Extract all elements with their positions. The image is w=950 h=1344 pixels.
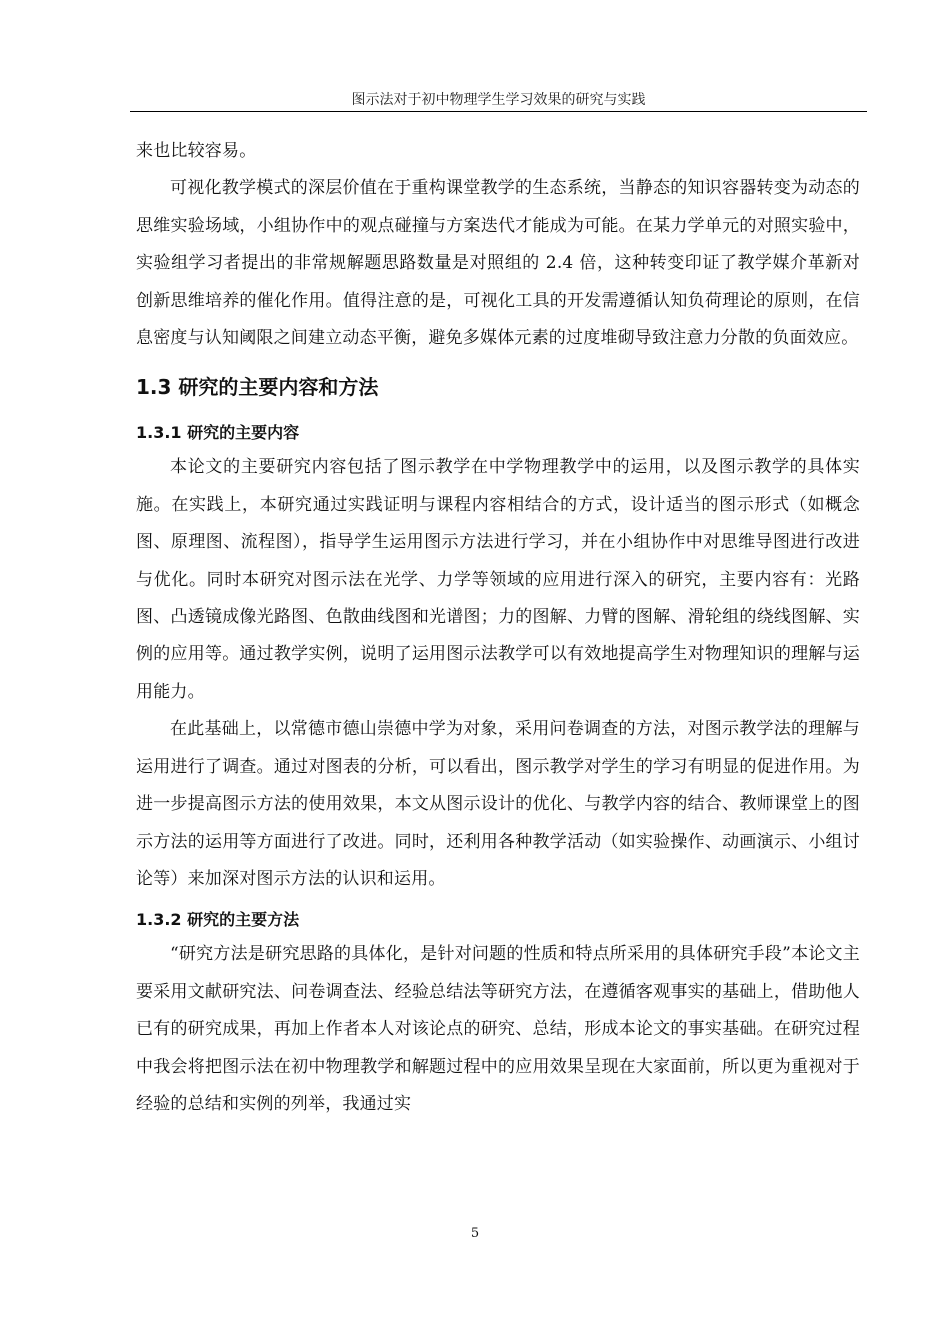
subsection-heading-1-3-2: 1.3.2 研究的主要方法: [136, 910, 300, 930]
header-rule: [130, 111, 867, 112]
section-heading-1-3: 1.3 研究的主要内容和方法: [136, 375, 379, 400]
page-number: 5: [470, 1226, 480, 1241]
running-header: 图示法对于初中物理学生学习效果的研究与实践: [351, 92, 646, 108]
paragraph-main-content-1: 本论文的主要研究内容包括了图示教学在中学物理教学中的运用，以及图示教学的具体实施。在实践上，本研究通过实践证明与课程内容相结合的方式，设计适当的图示形式（如概念图、原理图、流程图），指导学生运用图示方法进行学习，并在小组协作中对思维导图进行改进与优化。同时本研究对图示法在光学、力学等领域的应用进行深入的研究，主要内容有：光路图、凸透镜成像光路图、色散曲线图和光谱图；力的图解、力臂的图解、滑轮组的绕线图解、实例的应用等。通过教学实例，说明了运用图示法教学可以有效地提高学生对物理知识的理解与运用能力。: [136, 457, 860, 702]
paragraph-main-content-2: 在此基础上，以常德市德山崇德中学为对象，采用问卷调查的方法，对图示教学法的理解与运用进行了调查。通过对图表的分析，可以看出，图示教学对学生的学习有明显的促进作用。为进一步提高图示方法的使用效果，本文从图示设计的优化、与教学内容的结合、教师课堂上的图示方法的运用等方面进行了改进。同时，还利用各种教学活动（如实验操作、动画演示、小组讨论等）来加深对图示方法的认识和运用。: [136, 719, 860, 889]
paragraph-visualization-value: 可视化教学模式的深层价值在于重构课堂教学的生态系统，当静态的知识容器转变为动态的思维实验场域，小组协作中的观点碰撞与方案迭代才能成为可能。在某力学单元的对照实验中，实验组学习者提出的非常规解题思路数量是对照组的 2.4 倍，这种转变印证了教学媒介革新对创新思维培养的催化作用。值得注意的是，可视化工具的开发需遵循认知负荷理论的原则，在信息密度与认知阈限之间建立动态平衡，避免多媒体元素的过度堆砌导致注意力分散的负面效应。: [136, 178, 860, 349]
body-text: [136, 133, 860, 1123]
paragraph-continuation: 来也比较容易。: [136, 141, 257, 161]
subsection-heading-1-3-1: 1.3.1 研究的主要内容: [136, 423, 300, 443]
paragraph-main-method-1: “研究方法是研究思路的具体化，是针对问题的性质和特点所采用的具体研究手段”本论文主要采用文献研究法、问卷调查法、经验总结法等研究方法，在遵循客观事实的基础上，借助他人已有的研究成果，再加上作者本人对该论点的研究、总结，形成本论文的事实基础。在研究过程中我会将把图示法在初中物理教学和解题过程中的应用效果呈现在大家面前，所以更为重视对于经验的总结和实例的列举，我通过实: [136, 944, 860, 1114]
